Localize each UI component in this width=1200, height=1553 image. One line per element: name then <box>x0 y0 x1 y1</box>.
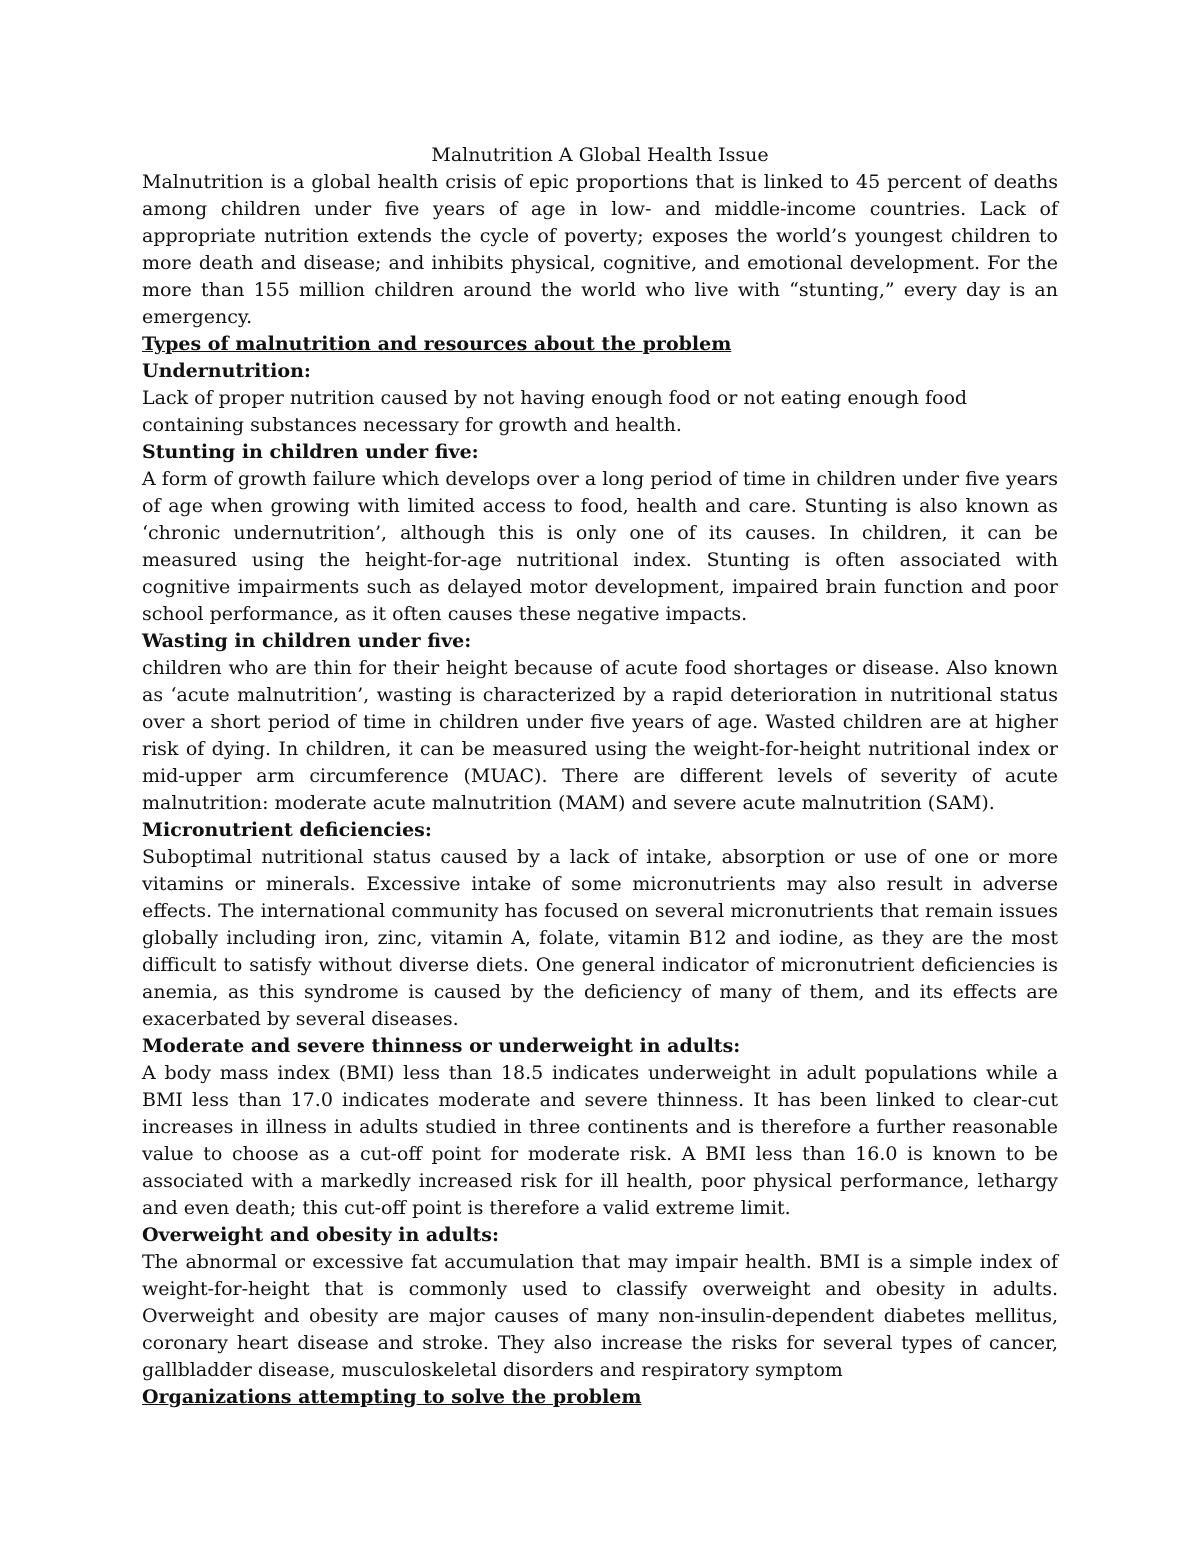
section-body-micronutrient: Suboptimal nutritional status caused by a lack of intake, absorption or use of one or more vitamins or minerals. Excessive intake of some micronutrients may also result in adverse effects. The international community has focused on several micronutrients that remain issues globally including iron, zinc, vitamin A, folate, vitamin B12 and iodine, as they are the most difficult to satisfy without diverse diets. One general indicator of micronutrient deficiencies is anemia, as this syndrome is caused by the deficiency of many of them, and its effects are exacerbated by several diseases. <box>142 846 1058 1030</box>
section-body-wasting: children who are thin for their height because of acute food shortages or disease. Also known as ‘acute malnutrition’, wasting is characterized by a rapid deterioration in nutritional status over a short period of time in children under five years of age. Wasted children are at higher risk of dying. In children, it can be measured using the weight-for-height nutritional index or mid-upper arm circumference (MUAC). There are different levels of severity of acute malnutrition: moderate acute malnutrition (MAM) and severe acute malnutrition (SAM). <box>142 657 1058 814</box>
section-heading-micronutrient: Micronutrient deficiencies: <box>142 819 432 841</box>
section-body-stunting: A form of growth failure which develops over a long period of time in children under five years of age when growing with limited access to food, health and care. Stunting is also known as ‘chronic undernutrition’, although this is only one of its causes. In children, it can be measured using the height-for-age nutritional index. Stunting is often associated with cognitive impairments such as delayed motor development, impaired brain function and poor school performance, as it often causes these negative impacts. <box>142 468 1058 625</box>
section-heading-thinness: Moderate and severe thinness or underweight in adults: <box>142 1035 741 1057</box>
section-body-obesity: The abnormal or excessive fat accumulation that may impair health. BMI is a simple index of weight-for-height that is commonly used to classify overweight and obesity in adults. Overweight and obesity are major causes of many non-insulin-dependent diabetes mellitus, coronary heart disease and stroke. They also increase the risks for several types of cancer, gallbladder disease, musculoskeletal disorders and respiratory symptom <box>142 1251 1058 1381</box>
intro-paragraph: Malnutrition is a global health crisis of epic proportions that is linked to 45 percent of deaths among children under five years of age in low- and middle-income countries. Lack of appropriate nutrition extends the cycle of poverty; exposes the world’s youngest children to more death and disease; and inhibits physical, cognitive, and emotional development. For the more than 155 million children around the world who live with “stunting,” every day is an emergency. <box>142 171 1058 328</box>
types-heading: Types of malnutrition and resources about the problem <box>142 333 732 355</box>
section-heading-wasting: Wasting in children under five: <box>142 630 472 652</box>
document-title: Malnutrition A Global Health Issue <box>431 144 769 166</box>
section-heading-obesity: Overweight and obesity in adults: <box>142 1224 500 1246</box>
section-heading-stunting: Stunting in children under five: <box>142 441 479 463</box>
section-body-thinness: A body mass index (BMI) less than 18.5 indicates underweight in adult populations while a BMI less than 17.0 indicates moderate and severe thinness. It has been linked to clear-cut increases in illness in adults studied in three continents and is therefore a further reasonable value to choose as a cut-off point for moderate risk. A BMI less than 16.0 is known to be associated with a markedly increased risk for ill health, poor physical performance, lethargy and even death; this cut-off point is therefore a valid extreme limit. <box>142 1062 1058 1219</box>
section-body-undernutrition: Lack of proper nutrition caused by not having enough food or not eating enough food containing substances necessary for growth and health. <box>142 387 968 436</box>
section-heading-undernutrition: Undernutrition: <box>142 360 311 382</box>
document-page <box>142 142 1058 1411</box>
organizations-heading: Organizations attempting to solve the problem <box>142 1386 642 1408</box>
